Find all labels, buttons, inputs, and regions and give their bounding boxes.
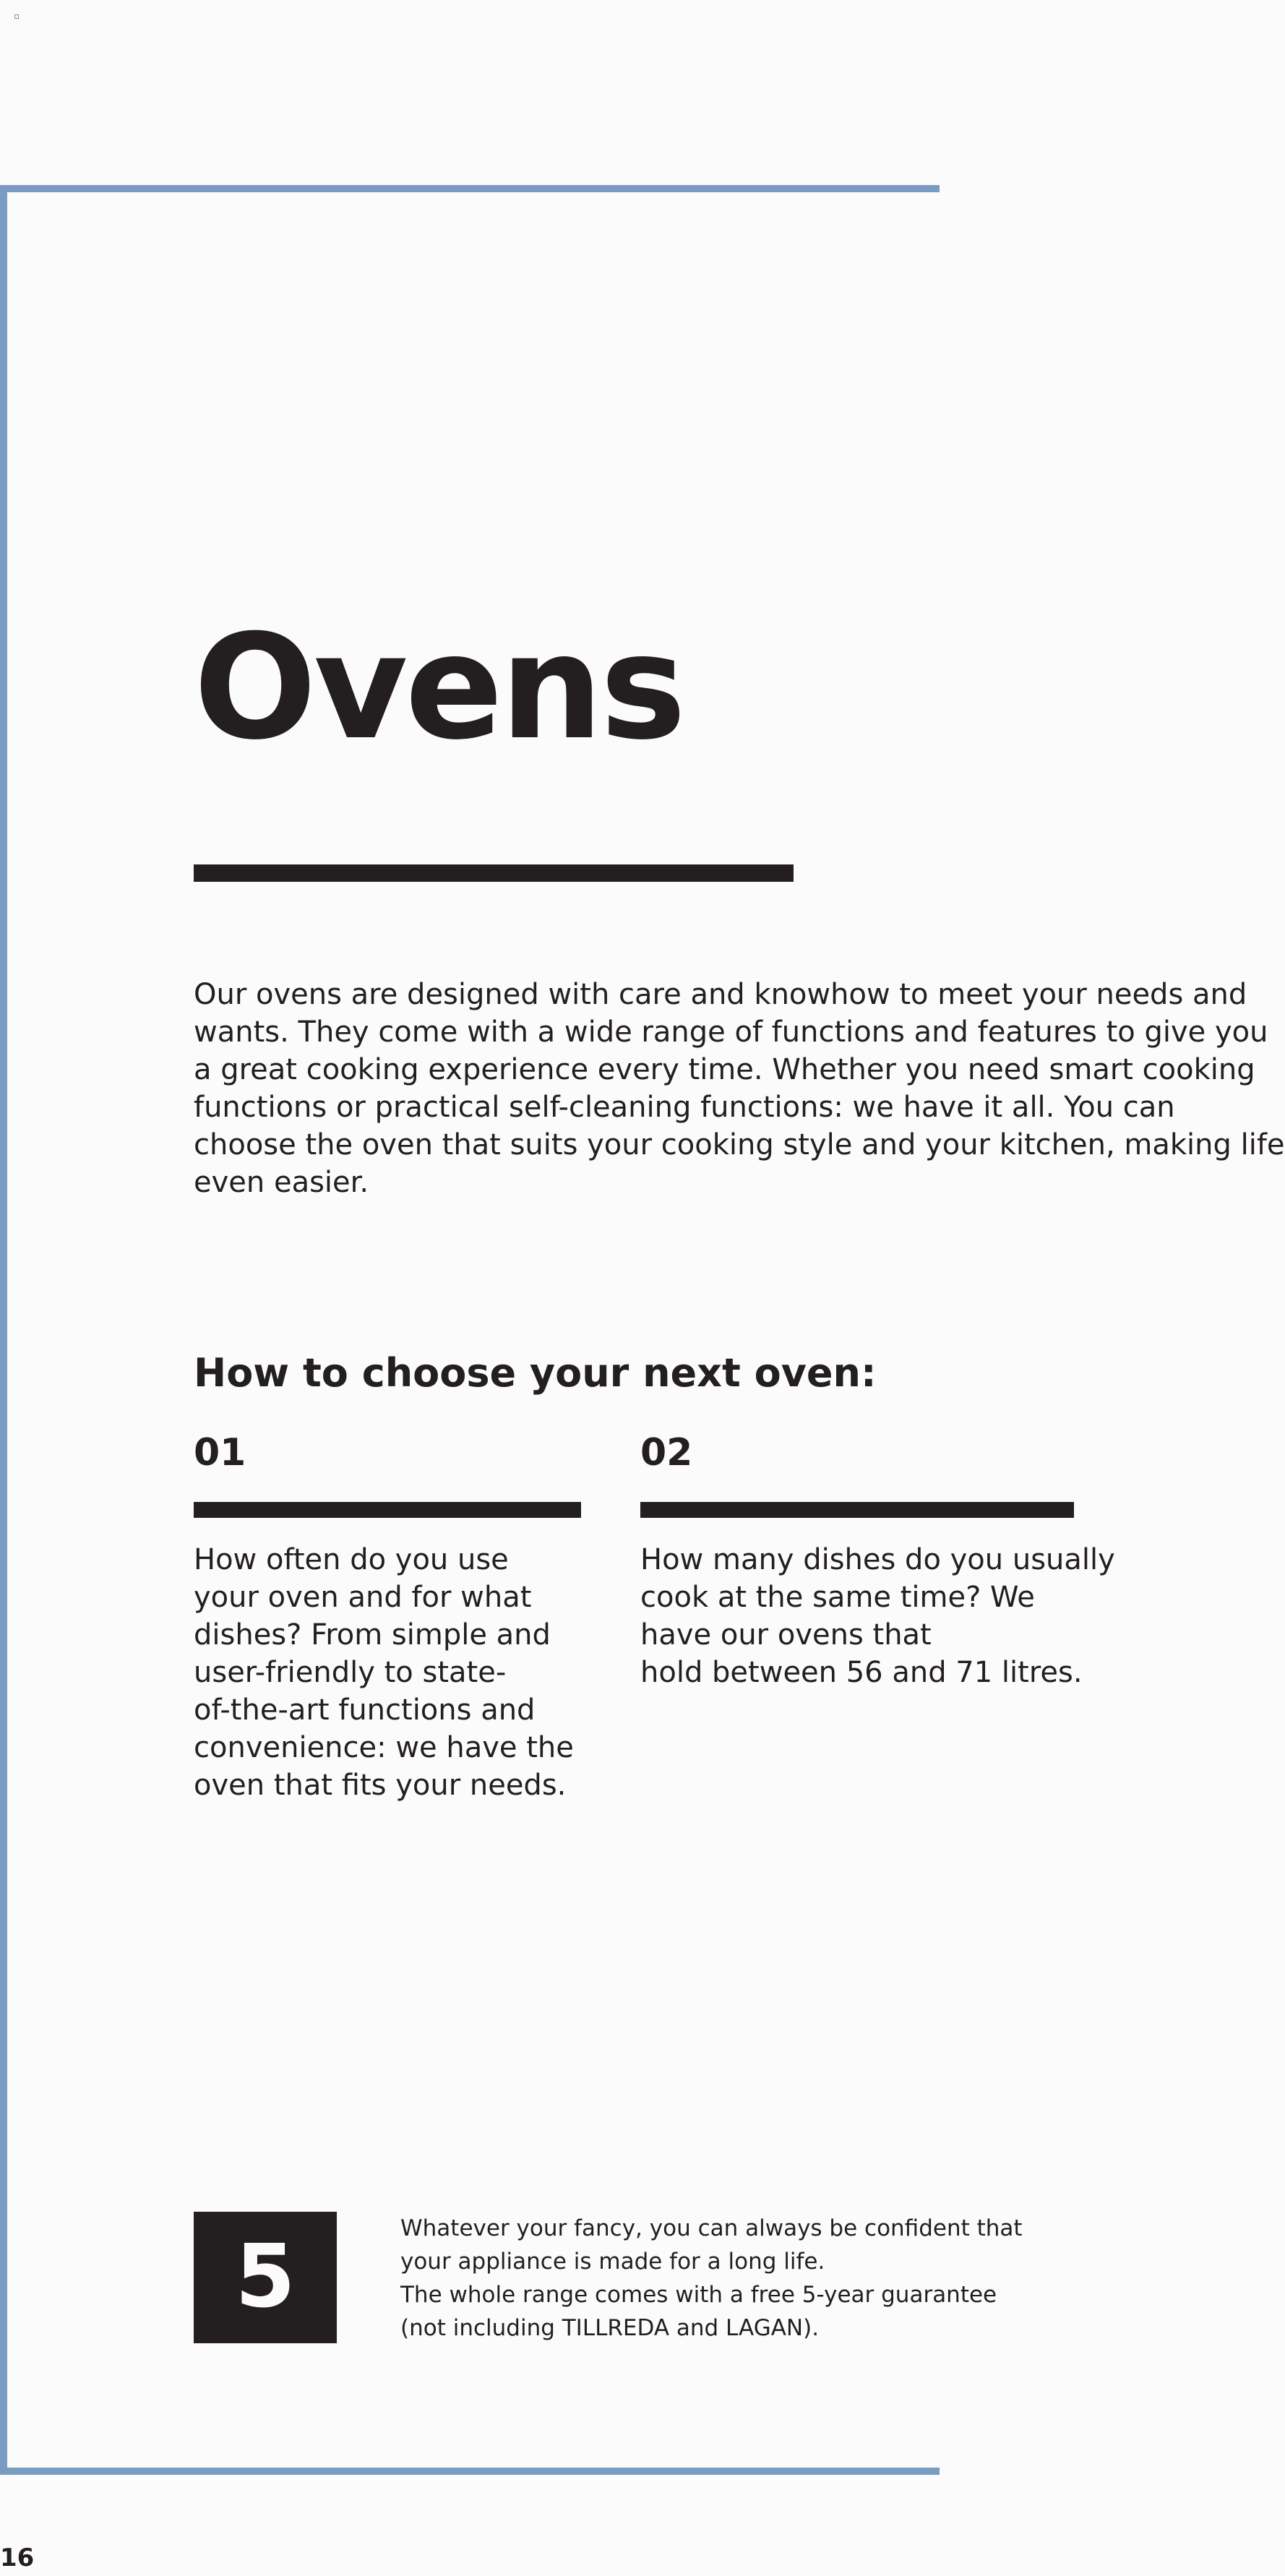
step-number: 02 xyxy=(640,1431,693,1474)
page-number: 16 xyxy=(0,2543,35,2572)
guarantee-badge: 5 xyxy=(194,2212,337,2343)
step-text: How often do you use your oven and for what dishes? From simple and user-friendly to state- of-the-art functions and convenience: we have the oven that fits your needs. xyxy=(194,1543,574,1802)
step-02 xyxy=(640,1431,1115,1691)
step-rule xyxy=(640,1502,1074,1518)
section-heading: How to choose your next oven: xyxy=(194,1350,877,1396)
title-underline xyxy=(194,864,794,882)
corner-mark xyxy=(14,14,19,19)
step-01 xyxy=(194,1431,581,1804)
step-rule xyxy=(194,1502,581,1518)
page-title: Ovens xyxy=(194,604,684,772)
content-frame xyxy=(0,185,1285,2475)
step-text: How many dishes do you usually cook at the same time? We have our ovens that hold between 56 and 71 litres. xyxy=(640,1543,1115,1689)
intro-paragraph: Our ovens are designed with care and knowhow to meet your needs and wants. They come with a wide range of functions and features to give you a great cooking experience every time. Whether you need smart cooking functions or practical self-cleaning functions: we have it all. You can choose the oven that suits your cooking style and your kitchen, making life even easier. xyxy=(194,978,1285,1199)
guarantee-text: Whatever your fancy, you can always be confident that your appliance is made for a long life. The whole range comes with a free 5-year guarantee (not including TILLREDA and LAGAN). xyxy=(400,2215,1023,2341)
step-number: 01 xyxy=(194,1431,246,1474)
